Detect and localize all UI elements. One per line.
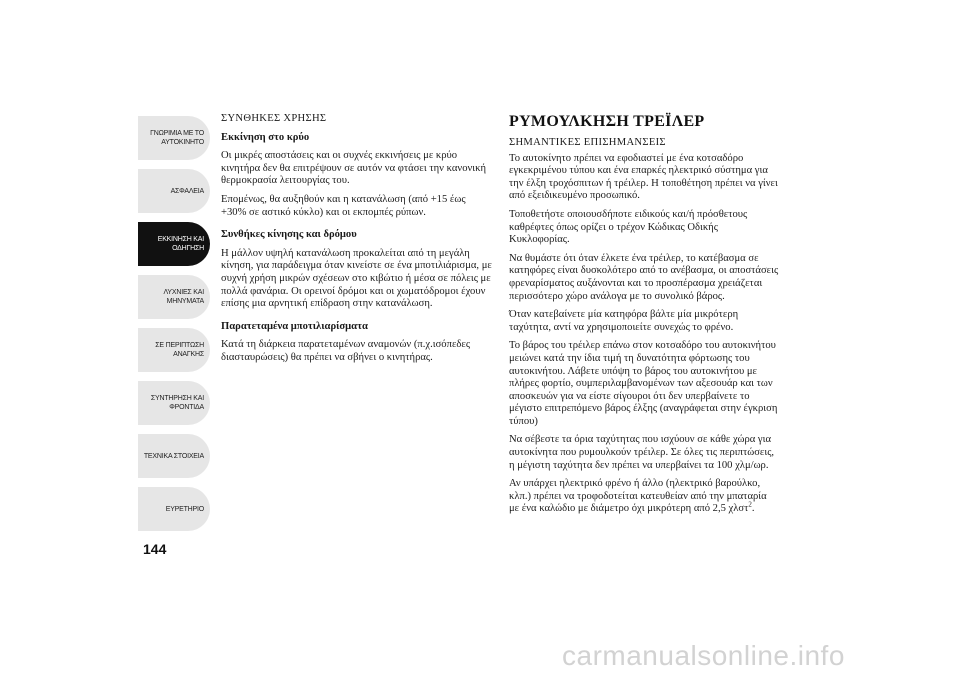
tab-getting-to-know[interactable]: [140, 116, 210, 160]
tab-lights-messages[interactable]: [140, 275, 210, 319]
tab-starting-driving[interactable]: [140, 222, 210, 266]
superscript: 2: [748, 500, 752, 509]
subheading-traffic-jams: Παρατεταμένα μποτιλιαρίσματα: [221, 320, 368, 332]
tab-label: ΕΚΚΙΝΗΣΗ ΚΑΙ: [157, 236, 204, 243]
page-title: ΡΥΜΟΥΛΚΗΣΗ ΤΡΕΪΛΕΡ: [509, 113, 705, 130]
page-number: 144: [143, 541, 167, 557]
paragraph: Τοποθετήστε οποιουσδήποτε ειδικούς και/ή πρόσθετους καθρέφτες όπως ορίζει ο τρέχον Κώδικας Οδικής Κυκλοφορίας.: [509, 208, 748, 246]
tab-maintenance[interactable]: [140, 381, 210, 425]
paragraph: Κατά τη διάρκεια παρατεταμένων αναμονών (π.χ.ισόπεδες διασταυρώσεις) θα πρέπει να σβήνει ο κινητήρας.: [221, 339, 471, 363]
tab-label: ΛΥΧΝΙΕΣ ΚΑΙ: [163, 289, 204, 296]
tab-label: ΣΕ ΠΕΡΙΠΤΩΣΗ: [155, 342, 204, 349]
section-heading: ΣΗΜΑΝΤΙΚΕΣ ΕΠΙΣΗΜΑΝΣΕΙΣ: [509, 137, 666, 148]
paragraph: Οι μικρές αποστάσεις και οι συχνές εκκινήσεις με κρύο κινητήρα δεν θα επιτρέψουν σε αυτόν να φτάσει την κανονική θερμοκρασία λειτουργίας του.: [221, 150, 487, 187]
tab-label: ΟΔΗΓΗΣΗ: [172, 245, 204, 252]
tab-label: ΑΝΑΓΚΗΣ: [173, 351, 204, 358]
tab-index[interactable]: [140, 487, 210, 531]
paragraph: Επομένως, θα αυξηθούν και η κατανάλωση (από +15 έως +30% σε αστικό κύκλο) και οι εκπομπές ρύπων.: [221, 193, 466, 218]
paragraph: Η μάλλον υψηλή κατανάλωση προκαλείται από τη μεγάλη κίνηση, για παράδειγμα όταν κινείστε σε ένα μποτιλιάρισμα, με συχνή χρήση μικρών σχέσεων στο κιβώτιο ή μέσα σε πόλεις με πολλά φανάρια. Οι ορεινοί δρόμοι και οι χωματόδρομοι έχουν επίσης μια αρνητική επίδραση στην κατανάλωση.: [221, 247, 492, 310]
subheading-cold-start: Εκκίνηση στο κρύο: [221, 131, 310, 143]
tab-label: ΑΣΦΑΛΕΙΑ: [170, 187, 204, 195]
tab-label: ΤΕΧΝΙΚΑ ΣΤΟΙΧΕΙΑ: [143, 452, 204, 460]
watermark: carmanualsonline.info: [562, 640, 845, 671]
paragraph: [509, 478, 779, 516]
tab-label: ΑΥΤΟΚΙΝΗΤΟ: [161, 139, 204, 146]
paragraph: Όταν κατεβαίνετε μία κατηφόρα βάλτε μία μικρότερη ταχύτητα, αντί να χρησιμοποιείτε συνεχώς το φρένο.: [509, 309, 739, 333]
tab-emergency[interactable]: [140, 328, 210, 372]
paragraph-text: Αν υπάρχει ηλεκτρικό φρένο ή άλλο (ηλεκτρικό βαρούλκο, κλπ.) πρέπει να τροφοδοτείται κατευθείαν από την μπαταρία με ένα καλώδιο με διάμετρο όχι μικρότερη από 2,5 χλστ: [509, 478, 767, 515]
tab-technical-data[interactable]: [140, 434, 210, 478]
tab-safety[interactable]: [140, 169, 210, 213]
subheading-traffic-road: Συνθήκες κίνησης και δρόμου: [221, 229, 357, 241]
tab-label: ΓΝΩΡΙΜΙΑ ΜΕ ΤΟ: [150, 130, 204, 137]
tab-label: ΕΥΡΕΤΗΡΙΟ: [165, 505, 204, 513]
paragraph: Να σέβεστε τα όρια ταχύτητας που ισχύουν σε κάθε χώρα για αυτοκίνητα που ρυμουλκούν τρέιλερ. Σε όλες τις περιπτώσεις, η μέγιστη ταχύτητα δεν πρέπει να υπερβαίνει τα 100 χλμ/ωρ.: [509, 434, 775, 471]
paragraph-end: .: [751, 503, 755, 515]
tab-label: ΦΡΟΝΤΙΔΑ: [169, 404, 204, 411]
tab-label: ΜΗΝΥΜΑΤΑ: [166, 298, 204, 305]
paragraph: Το αυτοκίνητο πρέπει να εφοδιαστεί με ένα κοτσαδόρο εγκεκριμένου τύπου και ένα επαρκές ηλεκτρικό σύστημα για την έλξη τροχόσπιτων ή τρέιλερ. Η τοποθέτηση πρέπει να γίνει από εξειδικευμένο προσωπικό.: [509, 152, 778, 202]
paragraph: Το βάρος του τρέιλερ επάνω στον κοτσαδόρο του αυτοκινήτου μειώνει κατά την ίδια τιμή τη δυνατότητα φόρτωσης του αυτοκινήτου. Λάβετε υπόψη το βάρος του αυτοκινήτου με πλήρες φορτίο, συμπεριλαμβανομένων των αξεσουάρ και των αποσκευών για να είστε σίγουροι ότι δεν υπερβαίνετε το μέγιστο επιτρεπόμενο βάρος έλξης (αναγράφεται στην έγκριση τύπου): [509, 340, 778, 427]
right-column: [509, 113, 779, 522]
tab-label: ΣΥΝΤΗΡΗΣΗ ΚΑΙ: [150, 395, 204, 402]
section-heading: ΣΥΝΘΗΚΕΣ ΧΡΗΣΗΣ: [221, 113, 327, 124]
paragraph: Να θυμάστε ότι όταν έλκετε ένα τρέιλερ, το κατέβασμα σε κατηφόρες είναι δυσκολότερο από το ανέβασμα, οι αποστάσεις φρεναρίσματος αυξάνονται και το προσπέρασμα χρειάζεται περισσότερο χώρο ανάλογα με το συνολικό βάρος.: [509, 252, 779, 302]
left-column: [221, 113, 493, 371]
